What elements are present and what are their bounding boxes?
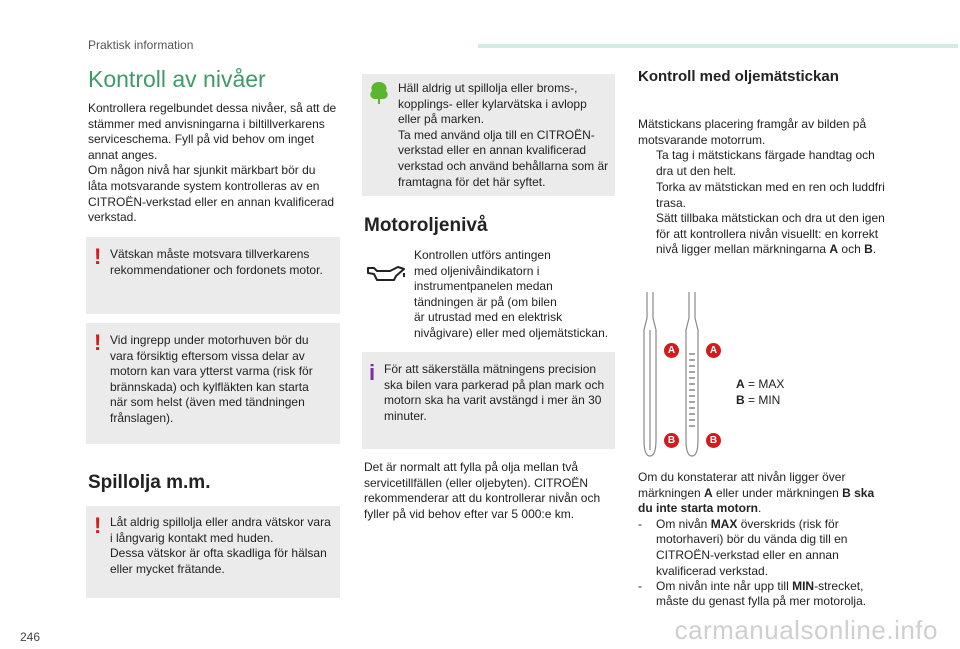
marker-b-right: B xyxy=(706,433,721,448)
marker-a-left: A xyxy=(664,343,679,358)
figure-legend: A = MAX B = MIN xyxy=(736,377,785,407)
header-bar xyxy=(478,44,958,48)
warning-text: Låt aldrig spillolja eller andra vätskor vara i långvarig kontakt med huden. Dessa vätskor är ofta skadliga för hälsan eller mycket frätande. xyxy=(110,515,331,576)
step-1: Ta tag i mätstickans färgade handtag och dra ut den helt. xyxy=(656,148,875,178)
page-title: Kontroll av nivåer xyxy=(88,66,266,92)
oil-level-text: Kontrollen utförs antingen med oljenivåindikatorn i instrumentpanelen medan tändningen är på (om bilen är utrustad med en elektrisk nivågivare) eller med oljemätstickan. xyxy=(414,248,609,340)
warning-icon: ! xyxy=(94,330,102,355)
normal-refill-text: Det är normalt att fylla på olja mellan två servicetillfällen (eller oljebyten). CITROËN rekommenderar att du kontrollerar nivån och fyller på vid behov efter var 5 000:e km. xyxy=(364,460,601,521)
warning-text: Vid ingrepp under motorhuven bör du vara försiktig eftersom vissa delar av motorn kan vara ytterst varma (risk för brännskada) och kylfläkten kan starta när som helst (även med tändningen frånslagen). xyxy=(110,333,313,425)
info-note xyxy=(362,352,615,449)
dipstick-heading: Kontroll med oljemätstickan xyxy=(638,68,839,85)
step-3: Sätt tillbaka mätstickan och dra ut den igen för att kontrollera nivån visuellt: en korrekt nivå ligger mellan märkningarna A och B. xyxy=(656,211,885,257)
marker-a-right: A xyxy=(706,343,721,358)
warning-box-fluids xyxy=(86,237,340,314)
warning-icon: ! xyxy=(94,513,102,538)
tree-icon xyxy=(369,81,389,105)
intro-paragraph: Kontrollera regelbundet dessa nivåer, så att de stämmer med anvisningarna i biltillverkarens serviceschema. Fyll på vid behov om inget annat anges. Om någon nivå har sjunkit märkbart bör du låta motsvarande system kontrolleras av en CITROËN-verkstad eller en annan kvalificerad verkstad. xyxy=(88,101,337,225)
environment-text: Häll aldrig ut spillolja eller broms-, kopplings- eller kylarvätska i avlopp eller på marken. Ta med använd olja till en CITROËN- verkstad eller en annan kvalificerad verkstad och använd behållarna som är framtagna för det här syftet. xyxy=(398,81,609,189)
info-text: För att säkerställa mätningens precision ska bilen vara parkerad på plan mark och motorn ska ha varit avstängd i mer än 30 minuter. xyxy=(384,362,605,423)
section-label: Praktisk information xyxy=(88,38,194,52)
dipstick-illustration xyxy=(636,290,736,460)
spill-heading: Spillolja m.m. xyxy=(88,472,211,493)
oil-level-heading: Motoroljenivå xyxy=(364,215,488,236)
oil-can-icon xyxy=(366,262,406,284)
warning-box-engine xyxy=(86,323,340,444)
warning-box-spill xyxy=(86,506,340,598)
warning-icon: ! xyxy=(94,244,102,269)
marker-b-left: B xyxy=(664,433,679,448)
step-2: Torka av mätstickan med en ren och luddfri trasa. xyxy=(656,180,885,210)
dipstick-intro: Mätstickans placering framgår av bilden på motsvarande motorrum. xyxy=(638,117,867,147)
environment-note xyxy=(362,74,615,196)
warning-text: Vätskan måste motsvara tillverkarens rekommendationer och fordonets motor. xyxy=(110,247,323,277)
info-icon: i xyxy=(369,360,376,385)
page-number: 246 xyxy=(20,630,41,644)
watermark: carmanualsonline.info xyxy=(674,615,938,645)
conclusion-text: Om du konstaterar att nivån ligger över märkningen A eller under märkningen B ska du inte starta motorn. - Om nivån MAX överskrids (risk för motorhaveri) bör du vända dig till en CITROËN-verkstad eller en annan kvalificerad verkstad. - Om nivån inte når upp till MIN-strecket, måste du genast fylla på mer motorolja. xyxy=(638,470,875,609)
